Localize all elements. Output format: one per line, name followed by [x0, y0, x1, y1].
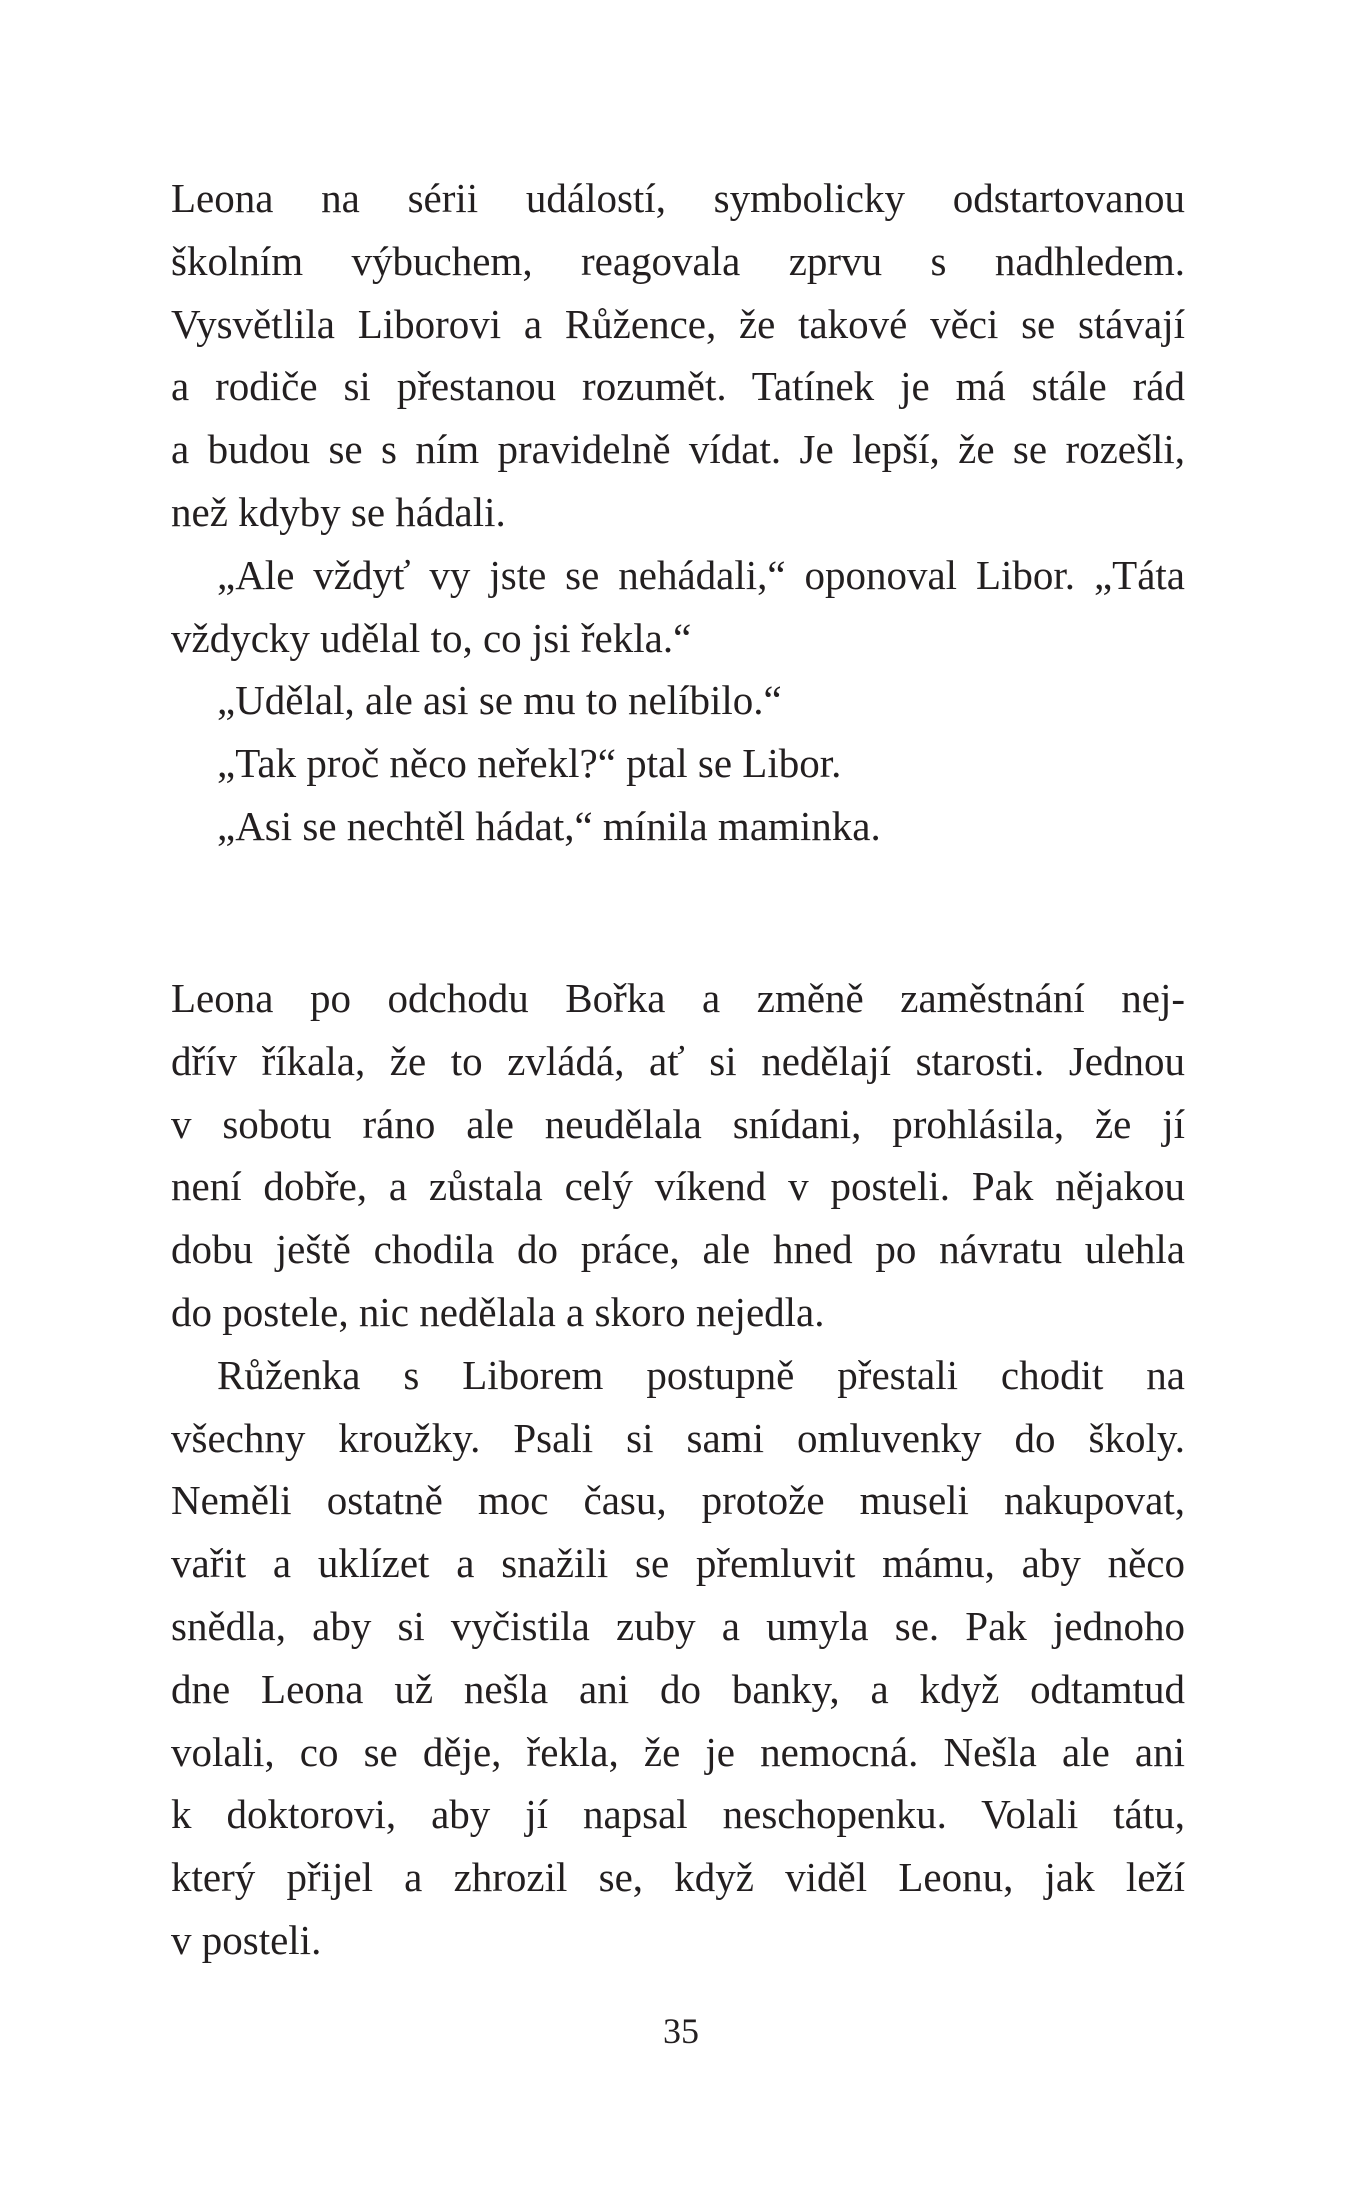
- text-line: „Asi se nechtěl hádat,“ mínila maminka.: [217, 802, 881, 849]
- text-line: Vysvětlila Liborovi a Růžence, že takové věci se stávají: [171, 300, 1185, 347]
- text-line: volali, co se děje, řekla, že je nemocná. Nešla ale ani: [171, 1728, 1185, 1775]
- text-line: a budou se s ním pravidelně vídat. Je lepší, že se rozešli,: [171, 426, 1185, 473]
- text-line: „Ale vždyť vy jste se nehádali,“ oponoval Libor. „Táta: [217, 551, 1185, 598]
- paragraph: [171, 967, 1185, 1344]
- text-line: Neměli ostatně moc času, protože museli nakupovat,: [171, 1477, 1185, 1524]
- paragraph: [171, 167, 1185, 544]
- paragraph: [171, 669, 1185, 732]
- text-line: vždycky udělal to, co jsi řekla.“: [171, 614, 692, 661]
- paragraph: [171, 795, 1185, 858]
- text-line: všechny kroužky. Psali si sami omluvenky do školy.: [171, 1414, 1185, 1461]
- text-section-2: [171, 967, 1185, 1972]
- text-line: Růženka s Liborem postupně přestali chodit na: [217, 1351, 1185, 1398]
- text-line: snědla, aby si vyčistila zuby a umyla se. Pak jednoho: [171, 1602, 1185, 1649]
- paragraph: [171, 1344, 1185, 1972]
- text-line: a rodiče si přestanou rozumět. Tatínek je má stále rád: [171, 363, 1185, 410]
- page-number: 35: [663, 2011, 699, 2051]
- text-line: k doktorovi, aby jí napsal neschopenku. Volali tátu,: [171, 1791, 1185, 1838]
- text-line: dne Leona už nešla ani do banky, a když odtamtud: [171, 1665, 1185, 1712]
- text-line: který přijel a zhrozil se, když viděl Leonu, jak leží: [171, 1854, 1185, 1901]
- text-line: v posteli.: [171, 1916, 322, 1963]
- text-section-1: [171, 167, 1185, 858]
- text-line: školním výbuchem, reagovala zprvu s nadhledem.: [171, 237, 1185, 284]
- text-line: není dobře, a zůstala celý víkend v posteli. Pak nějakou: [171, 1163, 1185, 1210]
- text-line: v sobotu ráno ale neudělala snídani, prohlásila, že jí: [171, 1100, 1185, 1147]
- text-line: dobu ještě chodila do práce, ale hned po návratu ulehla: [171, 1226, 1185, 1273]
- paragraph: [171, 544, 1185, 670]
- text-line: „Tak proč něco neřekl?“ ptal se Libor.: [217, 740, 842, 787]
- paragraph: [171, 732, 1185, 795]
- text-line: Leona po odchodu Bořka a změně zaměstnání nej-: [171, 975, 1185, 1021]
- text-line: než kdyby se hádali.: [171, 488, 506, 535]
- text-line: vařit a uklízet a snažili se přemluvit mámu, aby něco: [171, 1540, 1185, 1587]
- text-line: Leona na sérii událostí, symbolicky odstartovanou: [171, 175, 1185, 221]
- text-line: dřív říkala, že to zvládá, ať si nedělají starosti. Jednou: [171, 1037, 1185, 1084]
- text-line: „Udělal, ale asi se mu to nelíbilo.“: [217, 677, 782, 724]
- text-line: do postele, nic nedělala a skoro nejedla.: [171, 1288, 825, 1335]
